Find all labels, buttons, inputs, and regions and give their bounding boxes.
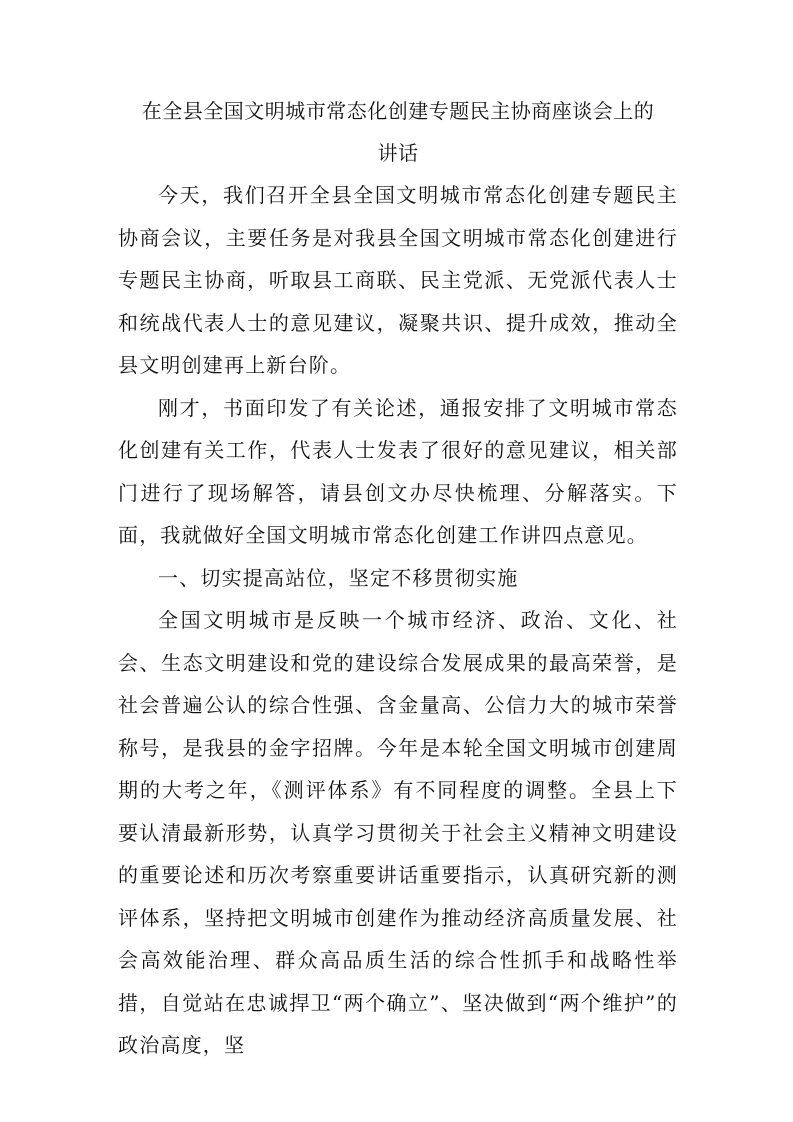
- document-page: [118, 90, 678, 1067]
- title-line-2: 讲话: [377, 141, 419, 165]
- paragraph-summary: 刚才，书面印发了有关论述，通报安排了文明城市常态化创建有关工作，代表人士发表了很好的意见建议，相关部门进行了现场解答，请县创文办尽快梳理、分解落实。下面，我就做好全国文明城市常态化创建工作讲四点意见。: [118, 395, 678, 547]
- title-line-1: 在全县全国文明城市常态化创建专题民主协商座谈会上的: [141, 99, 655, 123]
- paragraph-opening: 今天，我们召开全县全国文明城市常态化创建专题民主协商会议，主要任务是对我县全国文明城市常态化创建进行专题民主协商，听取县工商联、民主党派、无党派代表人士和统战代表人士的意见建议，凝聚共识、提升成效，推动全县文明创建再上新台阶。: [118, 183, 678, 377]
- section-1-paragraph: 全国文明城市是反映一个城市经济、政治、文化、社会、生态文明建设和党的建设综合发展成果的最高荣誉，是社会普遍公认的综合性强、含金量高、公信力大的城市荣誉称号，是我县的金字招牌。今年是本轮全国文明城市创建周期的大考之年，《测评体系》有不同程度的调整。全县上下要认清最新形势，认真学习贯彻关于社会主义精神文明建设的重要论述和历次考察重要讲话重要指示，认真研究新的测评体系，坚持把文明城市创建作为推动经济高质量发展、社会高效能治理、群众高品质生活的综合性抓手和战略性举措，自觉站在忠诚捍卫“两个确立”、坚决做到“两个维护”的政治高度，坚: [118, 608, 678, 1057]
- section-1-heading: 一、切实提高站位，坚定不移贯彻实施: [158, 565, 519, 590]
- document-title: [118, 90, 678, 174]
